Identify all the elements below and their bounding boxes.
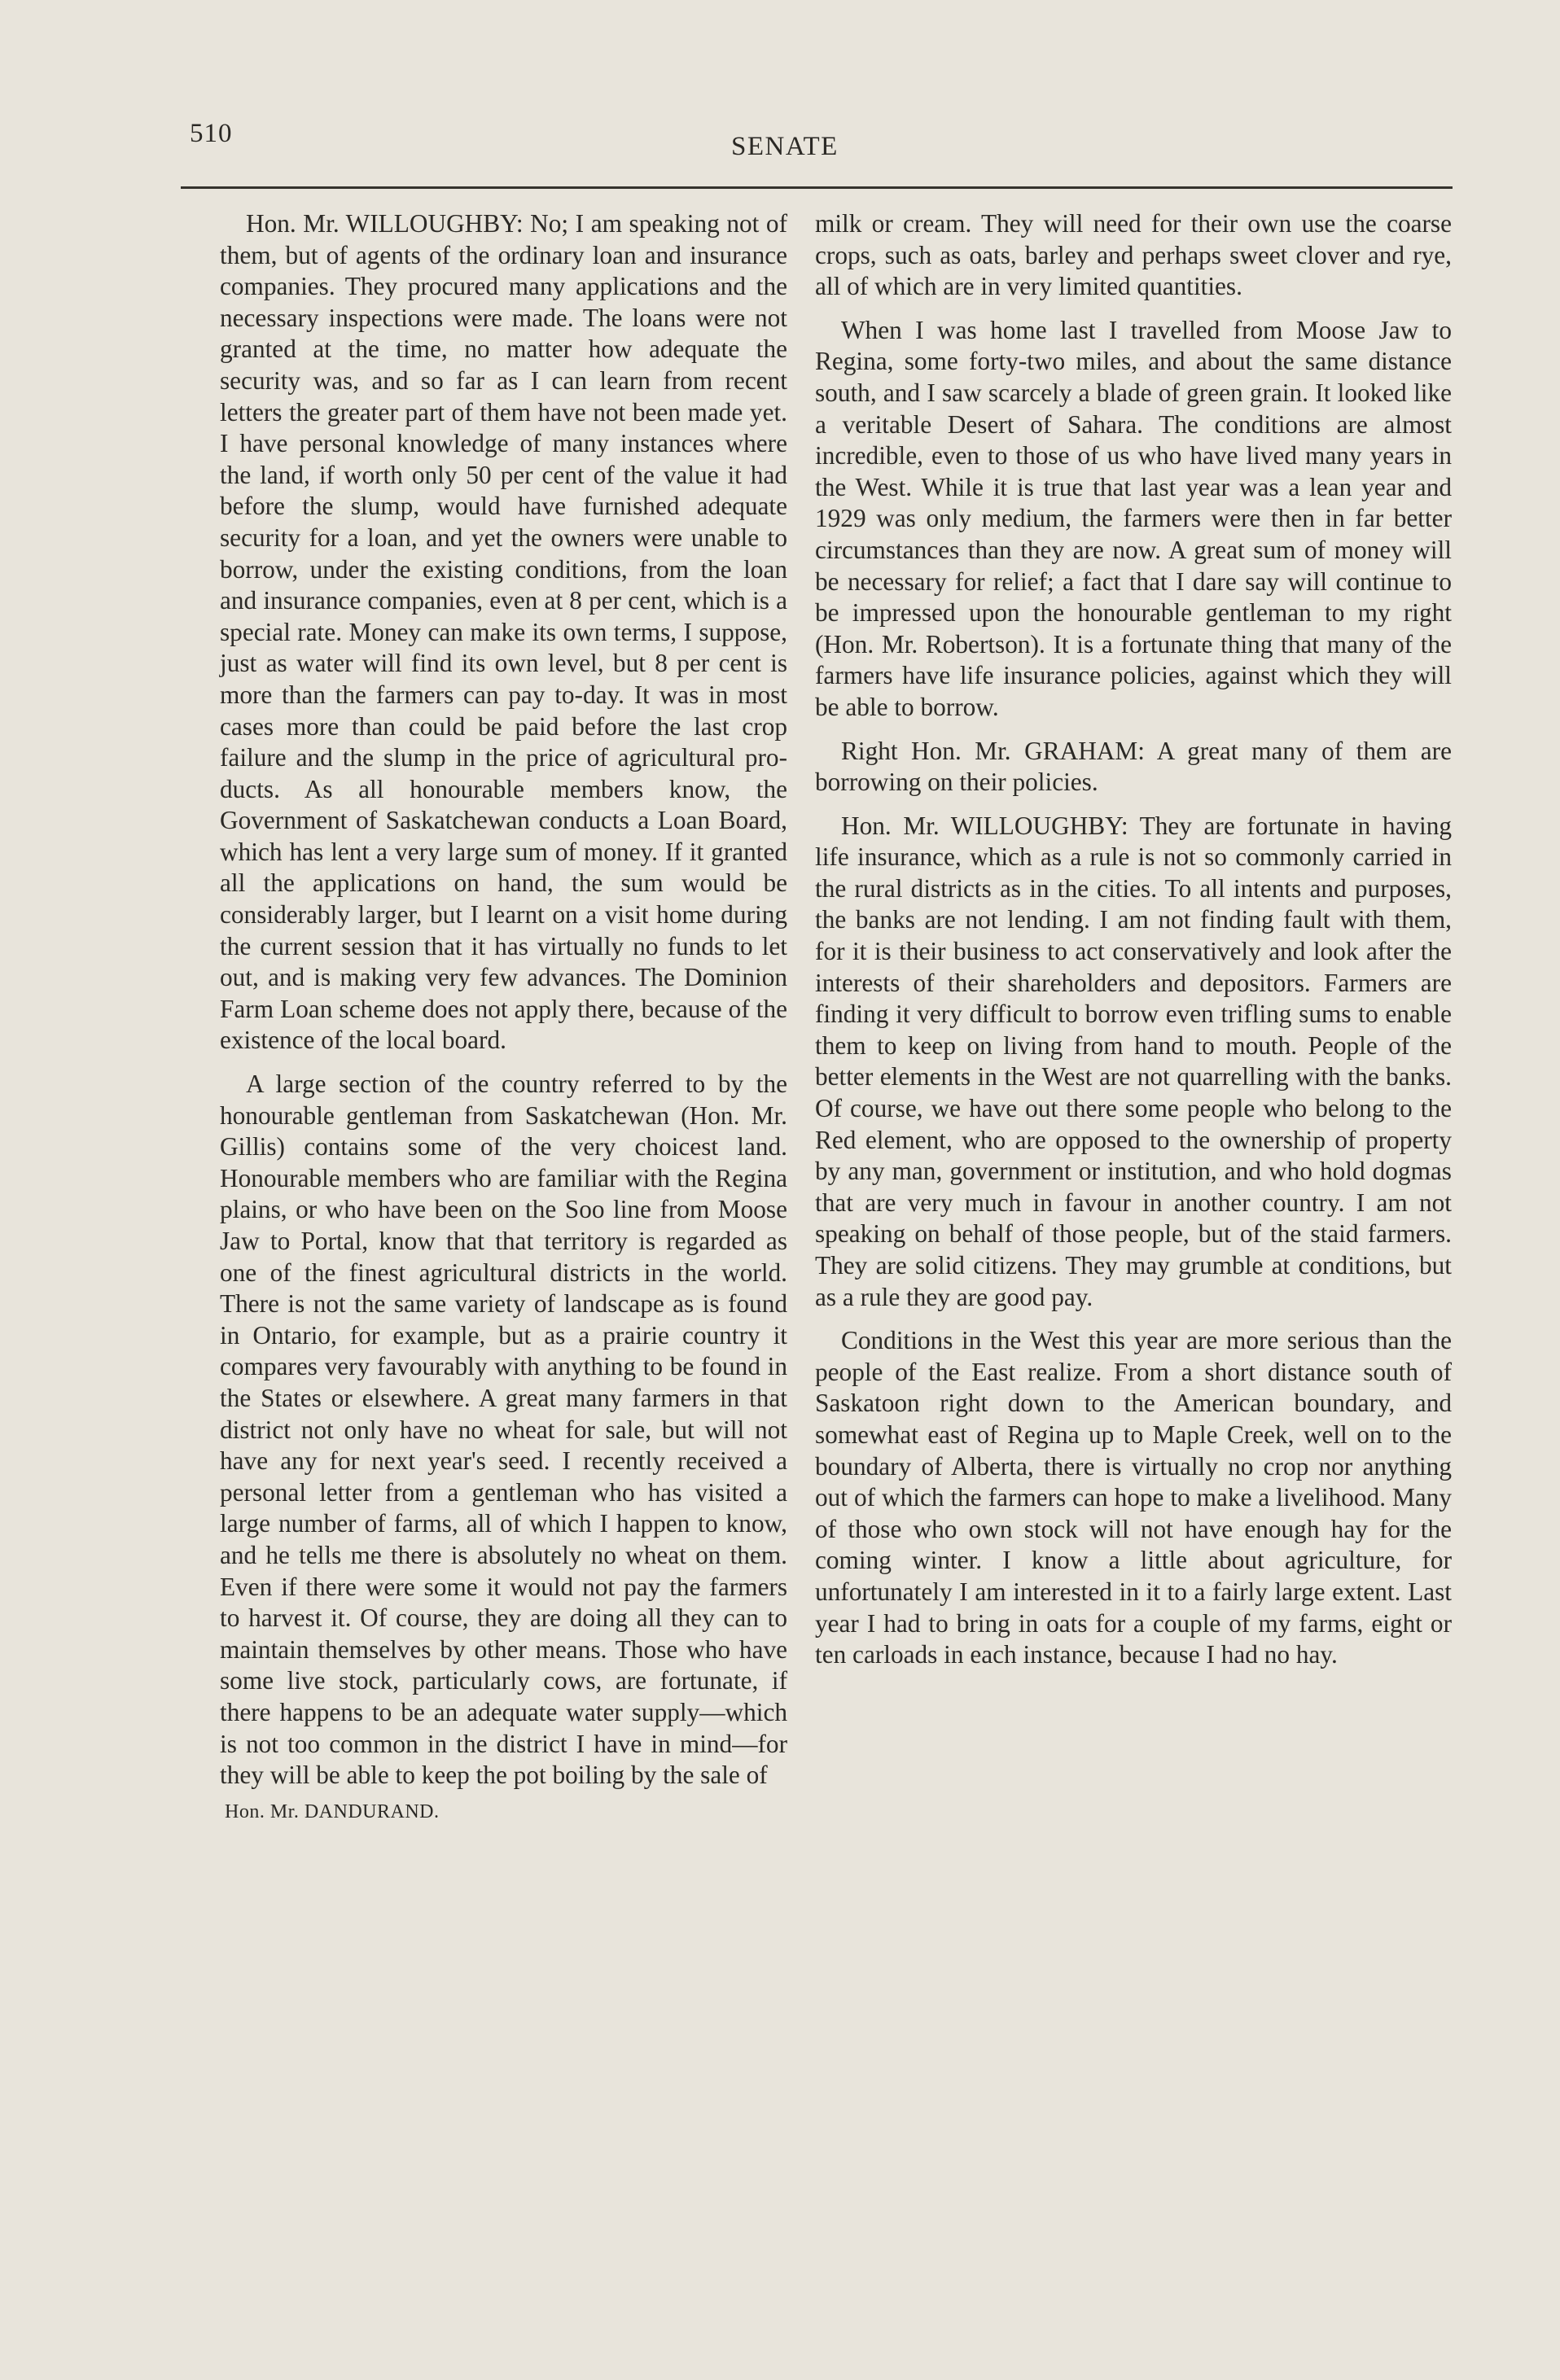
running-head-title: SENATE	[731, 132, 839, 161]
paragraph: Conditions in the West this year are more serious than the people of the East realize. From a short distance south of Saskatoon right down to the American boundary, and somewhat east of Regina up to Maple Creek, well on to the boundary of Alberta, there is virtually no crop nor anything out of which the farmers can hope to make a livelihood. Many of those who own stock will not have enough hay for the coming winter. I know a little about agriculture, for unfortunately I am interested in it to a fairly large extent. Last year I had to bring in oats for a couple of my farms, eight or ten carloads in each instance, because I had no hay.	[815, 1326, 1452, 1669]
header-rule	[181, 186, 1453, 189]
footer-speaker-note: Hon. Mr. DANDURAND.	[225, 1800, 440, 1822]
paragraph: When I was home last I travelled from Moose Jaw to Regina, some forty-two miles, and about the same distance south, and I saw scarcely a blade of green grain. It looked like a veritable Desert of Sahara. The conditions are almost incredible, even to those of us who have lived many years in the West. While it is true that last year was a lean year and 1929 was only medium, the farmers were then in far better circumstances than they are now. A great sum of money will be necessary for relief; a fact that I dare say will continue to be impressed upon the honourable gentleman to my right (Hon. Mr. Robertson). It is a fortunate thing that many of the farmers have life insurance policies, against which they will be able to borrow.	[815, 315, 1452, 721]
paragraph: Right Hon. Mr. GRAHAM: A great many of them are borrowing on their policies.	[815, 736, 1452, 797]
left-column	[220, 208, 787, 1827]
page-number: 510	[190, 119, 233, 148]
paragraph: Hon. Mr. WILLOUGHBY: No; I am speaking not of them, but of agents of the ordinary loan and insurance companies. They procured many applications and the necessary inspections were made. The loans were not granted at the time, no matter how adequate the security was, and so far as I can learn from recent letters the greater part of them have not been made yet. I have personal knowledge of many instances where the land, if worth only 50 per cent of the value it had before the slump, would have furnished adequate security for a loan, and yet the owners were unable to borrow, under the existing conditions, from the loan and insurance companies, even at 8 per cent, which is a special rate. Money can make its own terms, I suppose, just as water will find its own level, but 8 per cent is more than the farmers can pay to-day. It was in most cases more than could be paid before the last crop failure and the slump in the price of agricultural products. As all honourable members know, the Government of Saskatchewan conducts a Loan Board, which has lent a very large sum of money. If it granted all the applications on hand, the sum would be considerably larger, but I learnt on a visit home during the current session that it has virtually no funds to let out, and is making very few advances. The Dominion Farm Loan scheme does not apply there, because of the existence of the local board.	[220, 209, 787, 1055]
right-column	[815, 208, 1452, 1671]
paragraph: A large section of the country referred to by the honourable gentleman from Saskatchewan (Hon. Mr. Gillis) contains some of the very choicest land. Honourable members who are familiar with the Regina plains, or who have been on the Soo line from Moose Jaw to Portal, know that that territory is regarded as one of the finest agricultural districts in the world. There is not the same variety of landscape as is found in Ontario, for example, but as a prairie country it compares very favourably with anything to be found in the States or elsewhere. A great many farmers in that district not only have no wheat for sale, but will not have any for next year's seed. I recently received a personal letter from a gentleman who has visited a large number of farms, all of which I happen to know, and he tells me there is absolutely no wheat on them. Even if there were some it would not pay the farmers to harvest it. Of course, they are doing all they can to maintain themselves by other means. Those who have some live stock, particularly cows, are fortunate, if there happens to be an adequate water supply—which is not too common in the district I have in mind—for they will be able to keep the pot boiling by the sale of	[220, 1070, 787, 1790]
paragraph: Hon. Mr. WILLOUGHBY: They are fortunate in having life insurance, which as a rule is not so commonly carried in the rural districts as in the cities. To all intents and purposes, the banks are not lending. I am not finding fault with them, for it is their business to act conservatively and look after the interests of their shareholders and depositors. Farmers are finding it very difficult to borrow even trifling sums to enable them to keep on living from hand to mouth. People of the better elements in the West are not quarrelling with the banks. Of course, we have out there some people who belong to the Red element, who are opposed to the ownership of property by any man, government or institution, and who hold dogmas that are very much in favour in another country. I am not speaking on behalf of those people, but of the staid farmers. They are solid citizens. They may grumble at conditions, but as a rule they are good pay.	[815, 811, 1452, 1311]
paragraph: milk or cream. They will need for their own use the coarse crops, such as oats, barley and perhaps sweet clover and rye, all of which are in very limited quantities.	[815, 209, 1452, 301]
